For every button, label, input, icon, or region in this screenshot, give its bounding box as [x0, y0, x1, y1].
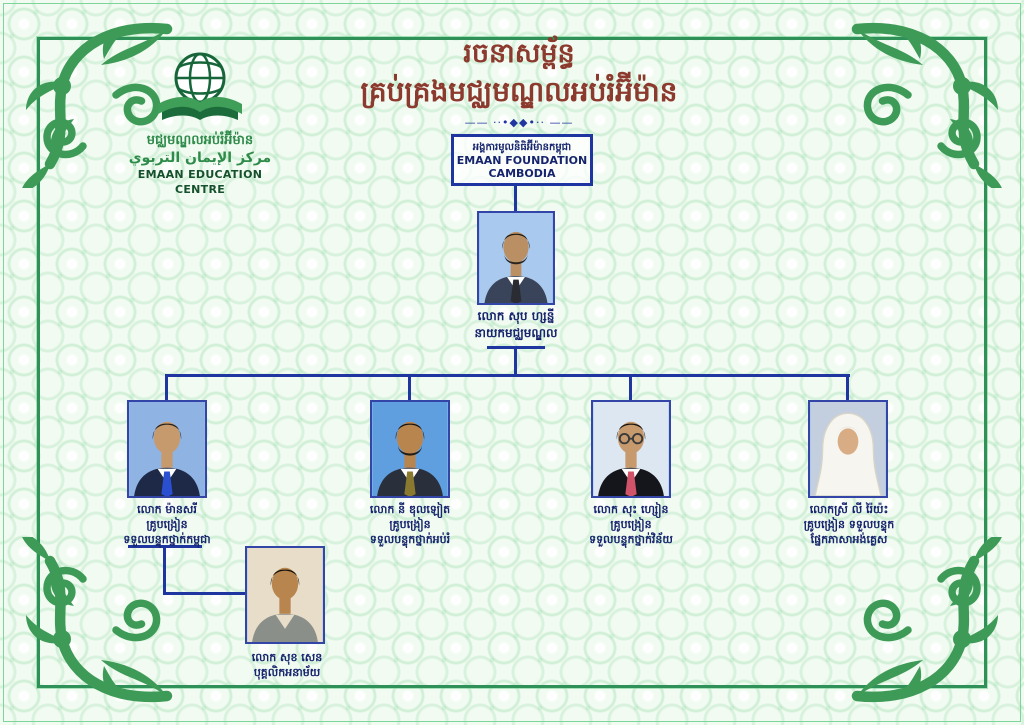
logo-name-khmer: មជ្ឈមណ្ឌលអប់រំអ៊ីម៉ាន — [146, 133, 254, 148]
staff-role: ផ្នែកភាសាអង់គ្លេស — [810, 533, 888, 546]
title-line-2: គ្រប់គ្រងមជ្ឈមណ្ឌលអប់រំអ៊ីម៉ាន — [360, 75, 678, 108]
staff-name: លោក ម៉ានសរី — [137, 503, 197, 516]
staff-role: គ្រូបង្រៀន — [610, 518, 652, 531]
photo-support-staff — [245, 546, 325, 644]
photo-staff-1 — [127, 400, 207, 498]
caption-support-staff — [212, 650, 362, 680]
caption-staff-1 — [82, 502, 252, 547]
connector-line — [514, 186, 517, 212]
director-name: លោក សុប ហ្សន្នី — [477, 309, 555, 323]
organization-logo — [120, 48, 280, 197]
logo-name-arabic: مركز الإيمان التربوي — [128, 150, 272, 166]
staff-role: គ្រូបង្រៀន ទទួលបន្ទុក — [803, 518, 895, 531]
title-line-1: រចនាសម្ព័ន្ធ — [463, 38, 575, 69]
connector-line — [165, 374, 850, 377]
staff-name: លោកស្រី លី រ៉ៃយ៉ះ — [809, 503, 889, 516]
staff-name: លោក សុះ ហ្សៀន — [593, 503, 669, 516]
title-divider-ornament: —— ··•◆◆•·· —— — [464, 116, 574, 129]
staff-role: គ្រូបង្រៀន — [146, 518, 188, 531]
root-node-line2: EMAAN FOUNDATION — [456, 153, 588, 167]
logo-name-english: EMAAN EDUCATION CENTRE — [137, 168, 263, 196]
support-staff-name: លោក សុខ សេន — [251, 651, 323, 664]
photo-staff-4 — [808, 400, 888, 498]
page-title — [313, 36, 725, 129]
staff-role: គ្រូបង្រៀន — [389, 518, 431, 531]
root-node-khmer: អង្គការមូលនិធិអ៊ីម៉ានកម្ពុជា — [472, 141, 572, 153]
globe-book-logo-icon — [148, 48, 252, 132]
staff-role: ទទួលបន្ទុកថ្នាក់អប់រំ — [369, 533, 451, 546]
connector-line — [514, 348, 517, 376]
photo-director — [477, 211, 555, 305]
root-node-emaan-foundation — [451, 134, 593, 186]
staff-role: ទទួលបន្ទុកថ្នាក់វិន័យ — [589, 533, 673, 546]
photo-staff-3 — [591, 400, 671, 498]
connector-line — [165, 376, 168, 402]
connector-line — [846, 376, 849, 402]
support-staff-role: បុគ្គលិកអនាម័យ — [253, 666, 321, 679]
connector-line — [629, 376, 632, 402]
staff-role: ទទួលបន្ទុកថ្នាក់កម្ពុជា — [123, 533, 211, 546]
caption-director — [436, 308, 596, 342]
caption-staff-4 — [763, 502, 935, 547]
caption-staff-3 — [546, 502, 716, 547]
corner-flourish-icon — [836, 8, 1016, 188]
connector-line — [408, 376, 411, 402]
photo-staff-2 — [370, 400, 450, 498]
corner-flourish-icon — [836, 537, 1016, 717]
corner-flourish-icon — [8, 537, 188, 717]
staff-name: លោក នី ឌុលឡៀត — [369, 503, 451, 516]
root-node-line3: CAMBODIA — [488, 166, 556, 180]
caption-staff-2 — [325, 502, 495, 547]
director-title: នាយកមជ្ឈមណ្ឌល — [474, 326, 558, 340]
